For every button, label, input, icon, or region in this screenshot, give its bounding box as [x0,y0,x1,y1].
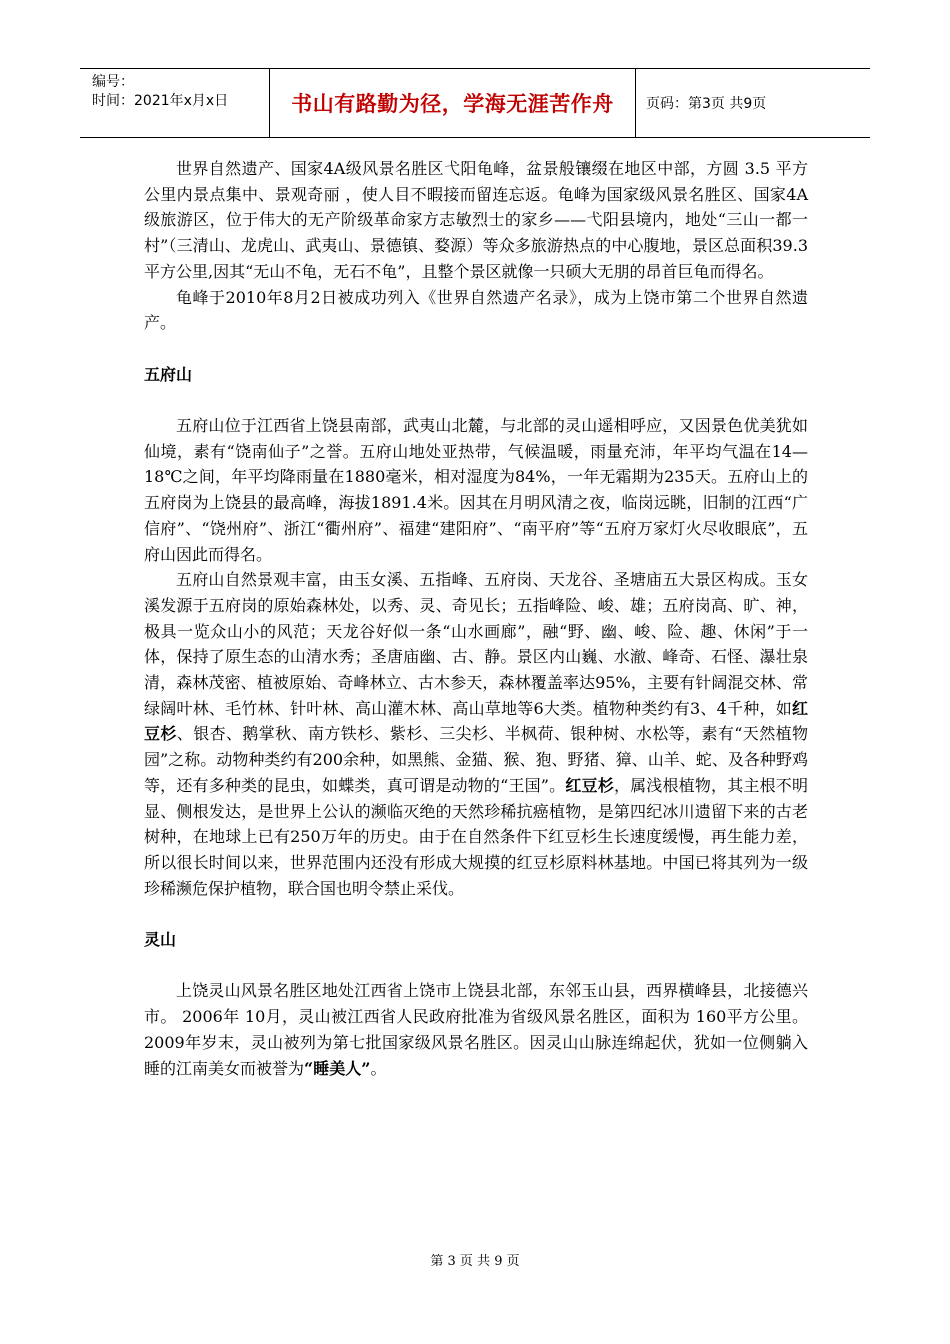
page-header [80,68,870,138]
doc-date-label: 时间：2021年x月x日 [92,93,229,109]
document-body [144,156,808,1081]
header-meta [80,69,270,137]
text-span: 五府山自然景观丰富，由玉女溪、五指峰、五府岗、天龙谷、圣塘庙五大景区构成。玉女溪发源于五府岗的原始森林处，以秀、灵、奇见长；五指峰险、峻、雄；五府岗高、旷、神，极具一览众山小的风范；天龙谷好似一条“山水画廊”，融“野、幽、峻、险、趣、休闲”于一体，保持了原生态的山清水秀；圣唐庙幽、古、静。景区内山巍、水澈、峰奇、石怪、瀑壮泉清，森林茂密、植被原始、奇峰林立、古木参天，森林覆盖率达95%，主要有针阔混交林、常绿阔叶林、毛竹林、针叶林、高山灌木林、高山草地等6大类。植物种类约有3、4千种，如 [144,570,808,718]
bold-term: 红豆杉 [144,698,808,744]
wufushan-paragraph-1: 五府山位于江西省上饶县南部，武夷山北麓，与北部的灵山遥相呼应，又因景色优美犹如仙境，素有“饶南仙子”之誉。五府山地处亚热带，气候温暖，雨量充沛，年平均气温在14—18℃之间，年平均降雨量在1880毫米，相对湿度为84%，一年无霜期为235天。五府山上的五府岗为上饶县的最高峰，海拔1891.4米。因其在月明风清之夜，临岗远眺，旧制的江西“广信府”、“饶州府”、浙江“衢州府”、福建“建阳府”、“南平府”等“五府万家灯火尽收眼底”，五府山因此而得名。 [144,416,808,564]
section-title-lingshan: 灵山 [144,930,177,950]
text-span: 。 [370,1058,387,1078]
wufushan-paragraph-2 [144,567,808,901]
text-span: 上饶灵山风景名胜区地处江西省上饶市上饶县北部，东邻玉山县，西界横峰县，北接德兴市。 2006年 10月，灵山被江西省人民政府批准为省级风景名胜区，面积为 160平方公里。2009年岁末，灵山被列为第七批国家级风景名胜区。因灵山山脉连绵起伏，犹如一位侧躺入睡的江南美女而被誉为 [144,981,808,1078]
text-span: 、银杏、鹅掌秋、南方铁杉、紫杉、三尖杉、半枫荷、银种树、水松等，素有“天然植物园”之称。动物种类约有200余种，如黑熊、金猫、猴、狍、野猪、獐、山羊、蛇、及各种野鸡等，还有多种类的昆虫，如蝶类，真可谓是动物的“王国”。 [144,724,808,795]
section-title-wufushan: 五府山 [144,364,193,384]
intro-paragraph-2: 龟峰于2010年8月2日被成功列入《世界自然遗产名录》，成为上饶市第二个世界自然遗产。 [144,287,808,333]
page-footer: 第 3 页 共 9 页 [430,1254,520,1269]
bold-term: “睡美人” [304,1058,371,1078]
doc-code-label: 编号： [92,74,134,90]
bold-term: 红豆杉 [565,775,614,795]
lingshan-paragraph-1 [144,978,808,1081]
header-page-label: 页码：第3页 共9页 [646,96,767,112]
text-span: ，属浅根植物，其主根不明显、侧根发达，是世界上公认的濒临灭绝的天然珍稀抗癌植物，是第四纪冰川遗留下来的古老树种，在地球上已有250万年的历史。由于在自然条件下红豆杉生长速度缓慢，再生能力差，所以很长时间以来，世界范围内还没有形成大规摸的红豆杉原料林基地。中国已将其列为一级珍稀濒危保护植物，联合国也明令禁止采伐。 [144,775,808,898]
header-motto: 书山有路勤为径，学海无涯苦作舟 [270,69,636,137]
intro-paragraph-1: 世界自然遗产、国家4A级风景名胜区弋阳龟峰，盆景般镶缀在地区中部，方圆 3.5 平方公里内景点集中、景观奇丽 ，使人目不暇接而留连忘返。龟峰为国家级风景名胜区、国家4A级旅游区，位于伟大的无产阶级革命家方志敏烈士的家乡——弋阳县境内，地处“三山一都一村”（三清山、龙虎山、武夷山、景德镇、婺源）等众多旅游热点的中心腹地，景区总面积39.3平方公里,因其“无山不龟，无石不龟”，且整个景区就像一只硕大无朋的昂首巨龟而得名。 [144,159,808,281]
